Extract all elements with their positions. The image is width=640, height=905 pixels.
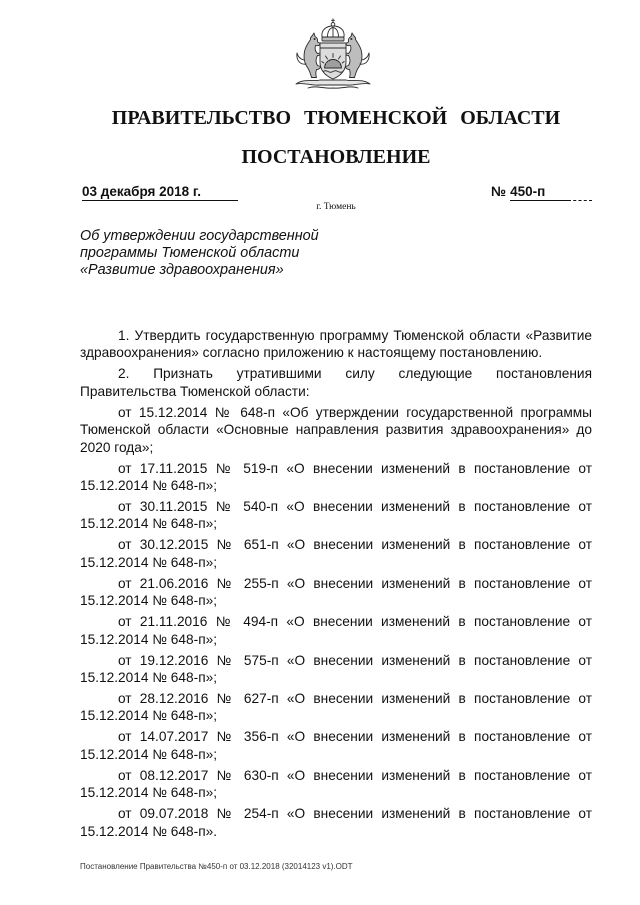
paragraph-line: 15.12.2014 № 648-п»; [80, 746, 218, 762]
emblem-crown-orb [331, 23, 335, 27]
paragraph-line: 15.12.2014 № 648-п»; [80, 593, 218, 609]
body-paragraph [80, 767, 592, 802]
paragraph-line: от 30.12.2015 № 651-п «О внесении изменений в постановление от [118, 537, 592, 553]
paragraph-line: Тюменской области «Основные направления развития здравоохранения» до [80, 422, 592, 438]
body-paragraph [80, 613, 592, 648]
paragraph-line: от 28.12.2016 № 627-п «О внесении изменений в постановление от [118, 691, 592, 707]
issuer-title: ПРАВИТЕЛЬСТВО ТЮМЕНСКОЙ ОБЛАСТИ [111, 107, 561, 129]
decree-number: 450-п [510, 184, 568, 201]
paragraph-line: от 15.12.2014 № 648-п «Об утверждении государственной программы [118, 404, 592, 420]
issue-city: г. Тюмень [316, 202, 356, 212]
body-paragraph [80, 404, 592, 456]
document-footer: Постановление Правительства №450-п от 03.12.2018 (32014123 v1).ODT [80, 862, 353, 871]
body-paragraph [80, 805, 592, 840]
paragraph-line: от 21.11.2016 № 494-п «О внесении изменений в постановление от [118, 614, 592, 630]
emblem-left-supporter [297, 33, 322, 78]
emblem-right-supporter-body [345, 33, 362, 78]
paragraph-line: 15.12.2014 № 648-п»; [80, 478, 218, 494]
paragraph-line: 15.12.2014 № 648-п»; [80, 785, 218, 801]
decree-number-row [491, 184, 592, 201]
paragraph-line: от 14.07.2017 № 356-п «О внесении изменений в постановление от [118, 729, 592, 745]
body-paragraph [80, 728, 592, 763]
paragraph-line: 15.12.2014 № 648-п»; [80, 631, 218, 647]
subject-line: Об утверждении государственной [80, 228, 319, 244]
decree-body [80, 327, 592, 844]
emblem-crown-cross [332, 19, 335, 23]
emblem-crown [322, 19, 344, 41]
emblem-right-supporter-eye [351, 38, 352, 39]
body-paragraph [80, 365, 592, 400]
paragraph-line: здравоохранения» согласно приложению к настоящему постановлению. [80, 345, 543, 361]
document-type-title: ПОСТАНОВЛЕНИЕ [241, 146, 431, 168]
decree-subject [80, 228, 319, 279]
number-sign: № [491, 184, 507, 199]
body-paragraph [80, 575, 592, 610]
paragraph-line: 15.12.2014 № 648-п»; [80, 708, 218, 724]
subject-line: программы Тюменской области [80, 245, 300, 261]
body-paragraph [80, 460, 592, 495]
emblem-base-ornament [308, 87, 358, 88]
body-paragraph [80, 652, 592, 687]
subject-line: «Развитие здравоохранения» [80, 262, 284, 278]
paragraph-line: от 30.11.2015 № 540-п «О внесении изменений в постановление от [118, 499, 592, 515]
paragraph-line: от 19.12.2016 № 575-п «О внесении изменений в постановление от [118, 652, 592, 668]
paragraph-line: 15.12.2014 № 648-п»; [80, 670, 218, 686]
paragraph-line: от 09.07.2018 № 254-п «О внесении изменений в постановление от [118, 806, 592, 822]
paragraph-line: 15.12.2014 № 648-п». [80, 823, 218, 839]
emblem-left-supporter-body [304, 33, 321, 78]
body-paragraph [80, 498, 592, 533]
paragraph-line: 2020 года»; [80, 439, 154, 455]
decree-number-underline-tail [568, 184, 592, 201]
body-paragraph [80, 536, 592, 571]
body-paragraph [80, 327, 592, 362]
emblem-base [296, 80, 370, 85]
paragraph-line: от 08.12.2017 № 630-п «О внесении изменений в постановление от [118, 767, 592, 783]
emblem-right-supporter [345, 33, 370, 78]
paragraph-line: 2. Признать утратившими силу следующие постановления [118, 366, 592, 382]
paragraph-line: 1. Утвердить государственную программу Тюменской области «Развитие [118, 328, 592, 343]
emblem-crown-band [322, 37, 344, 41]
paragraph-line: от 17.11.2015 № 519-п «О внесении изменений в постановление от [118, 460, 592, 476]
paragraph-line: 15.12.2014 № 648-п»; [80, 516, 218, 532]
paragraph-line: от 21.06.2016 № 255-п «О внесении изменений в постановление от [118, 575, 592, 591]
paragraph-line: Правительства Тюменской области: [80, 383, 310, 399]
decree-date: 03 декабря 2018 г. [82, 184, 238, 201]
coat-of-arms-icon [290, 18, 376, 93]
paragraph-line: 15.12.2014 № 648-п»; [80, 554, 218, 570]
body-paragraph [80, 690, 592, 725]
decree-date-row [82, 184, 238, 201]
emblem-left-supporter-eye [314, 38, 315, 39]
